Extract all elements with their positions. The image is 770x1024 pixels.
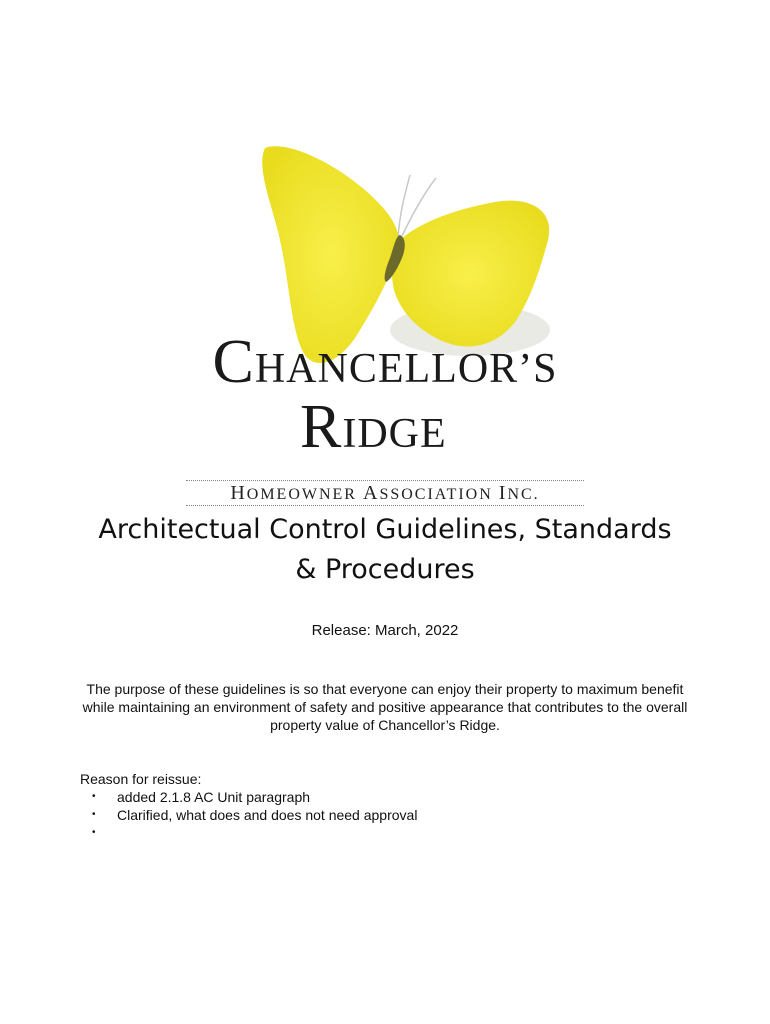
logo-wordmark-line1: CHANCELLOR’S <box>212 328 558 396</box>
reason-list <box>80 788 680 842</box>
logo-tagline: HOMEOWNER ASSOCIATION INC. <box>230 482 540 504</box>
logo-divider-bottom <box>186 505 584 506</box>
document-title <box>40 510 730 590</box>
title-line-2: & Procedures <box>295 554 475 585</box>
bullet-icon: • <box>92 791 96 802</box>
list-item: • added 2.1.8 AC Unit paragraph <box>92 789 311 805</box>
logo-divider-top <box>186 480 584 481</box>
release-date: Release: March, 2022 <box>311 622 459 639</box>
bullet-icon: • <box>92 827 96 838</box>
bullet-icon: • <box>92 809 96 820</box>
purpose-paragraph: The purpose of these guidelines is so that everyone can enjoy their property to maximum benefit while maintaining an environment of safety and positive appearance that contributes to the overall property value of Chancellor’s Ridge. <box>82 681 688 733</box>
reason-for-reissue <box>80 770 680 842</box>
title-line-1: Architectual Control Guidelines, Standards <box>98 514 672 545</box>
reason-heading: Reason for reissue: <box>80 771 202 787</box>
logo-wordmark-line2: RIDGE <box>300 393 447 461</box>
list-item <box>80 824 680 842</box>
list-item: • Clarified, what does and does not need approval <box>92 807 418 823</box>
